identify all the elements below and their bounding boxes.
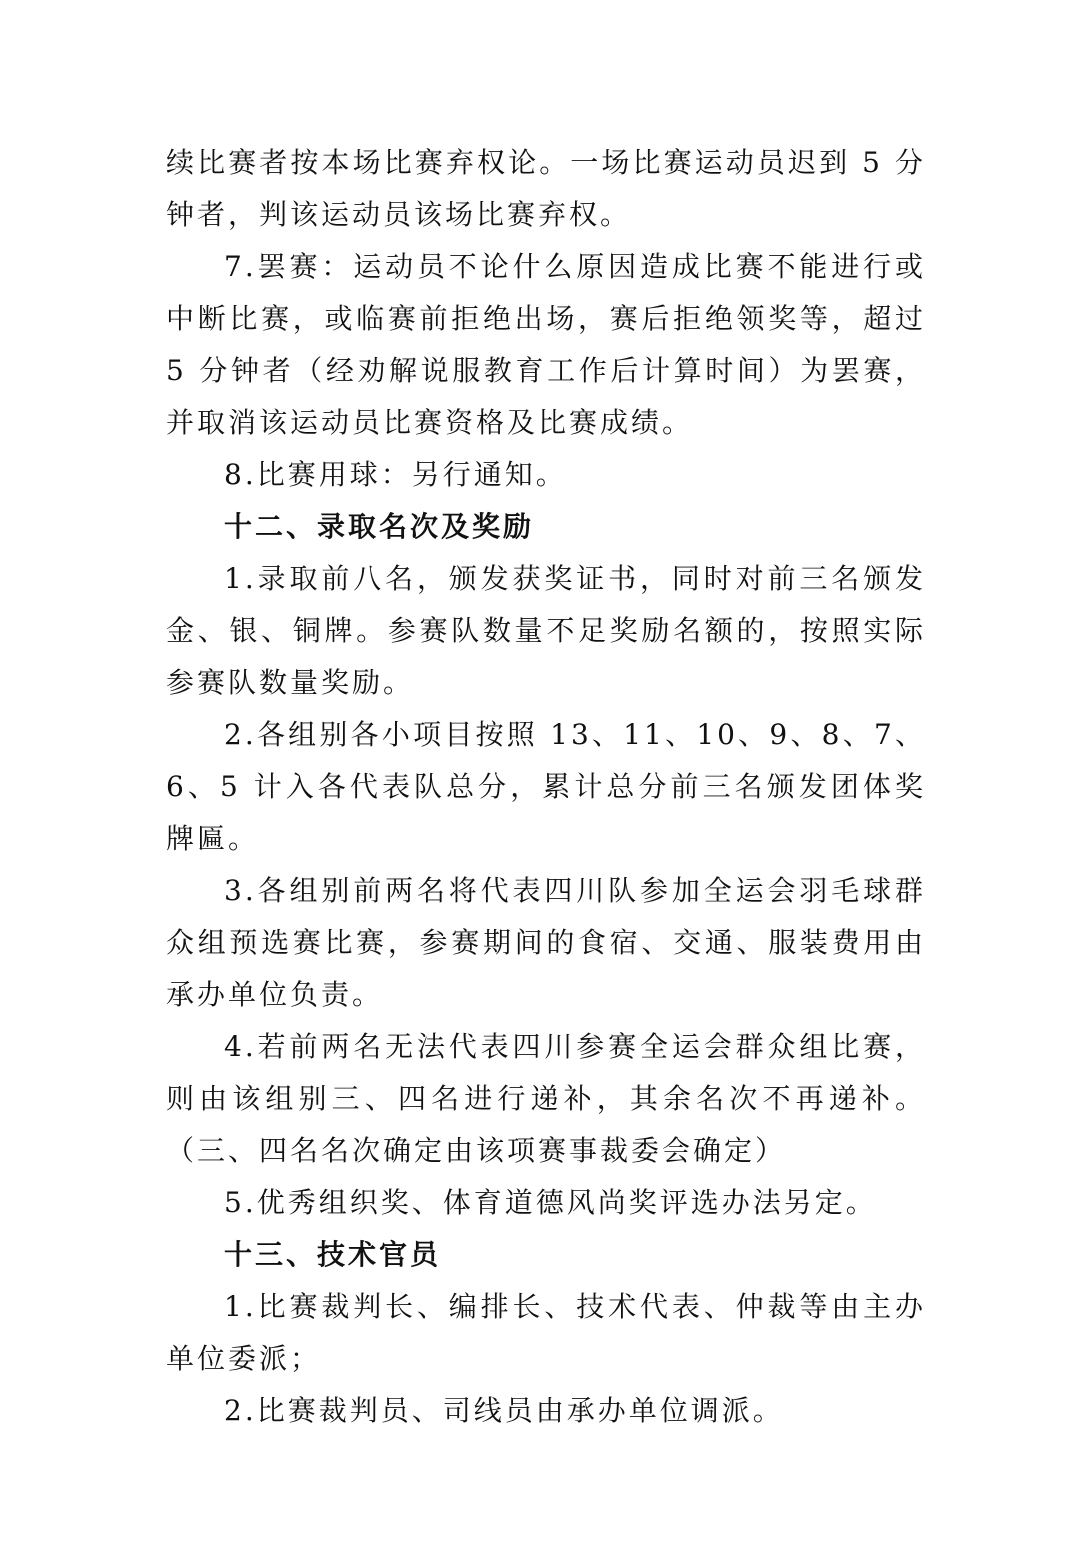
paragraph-awards-1: 1.录取前八名，颁发获奖证书，同时对前三名颁发金、银、铜牌。参赛队数量不足奖励名额的，按照实际参赛队数量奖励。 [166, 562, 926, 699]
section-heading-officials: 十三、技术官员 [224, 1238, 442, 1271]
paragraph-officials-1: 1.比赛裁判长、编排长、技术代表、仲裁等由主办单位委派； [166, 1290, 926, 1375]
paragraph-awards-2: 2.各组别各小项目按照 13、11、10、9、8、7、6、5 计入各代表队总分，累计总分前三名颁发团体奖牌匾。 [166, 718, 926, 855]
paragraph-item-7-strike: 7.罢赛：运动员不论什么原因造成比赛不能进行或中断比赛，或临赛前拒绝出场，赛后拒绝领奖等，超过 5 分钟者（经劝解说服教育工作后计算时间）为罢赛，并取消该运动员比赛资格及比赛成绩。 [166, 250, 926, 439]
paragraph-officials-2: 2.比赛裁判员、司线员由承办单位调派。 [224, 1394, 784, 1427]
paragraph-item-8-shuttlecock: 8.比赛用球：另行通知。 [224, 458, 567, 491]
paragraph-awards-4: 4.若前两名无法代表四川参赛全运会群众组比赛，则由该组别三、四名进行递补，其余名次不再递补。（三、四名名次确定由该项赛事裁委会确定） [166, 1030, 926, 1167]
section-heading-awards: 十二、录取名次及奖励 [224, 510, 535, 543]
paragraph-continuation: 续比赛者按本场比赛弃权论。一场比赛运动员迟到 5 分钟者，判该运动员该场比赛弃权。 [166, 146, 926, 231]
document-body [166, 137, 926, 1437]
paragraph-awards-5: 5.优秀组织奖、体育道德风尚奖评选办法另定。 [224, 1186, 877, 1219]
paragraph-awards-3: 3.各组别前两名将代表四川队参加全运会羽毛球群众组预选赛比赛，参赛期间的食宿、交通、服装费用由承办单位负责。 [166, 874, 926, 1011]
